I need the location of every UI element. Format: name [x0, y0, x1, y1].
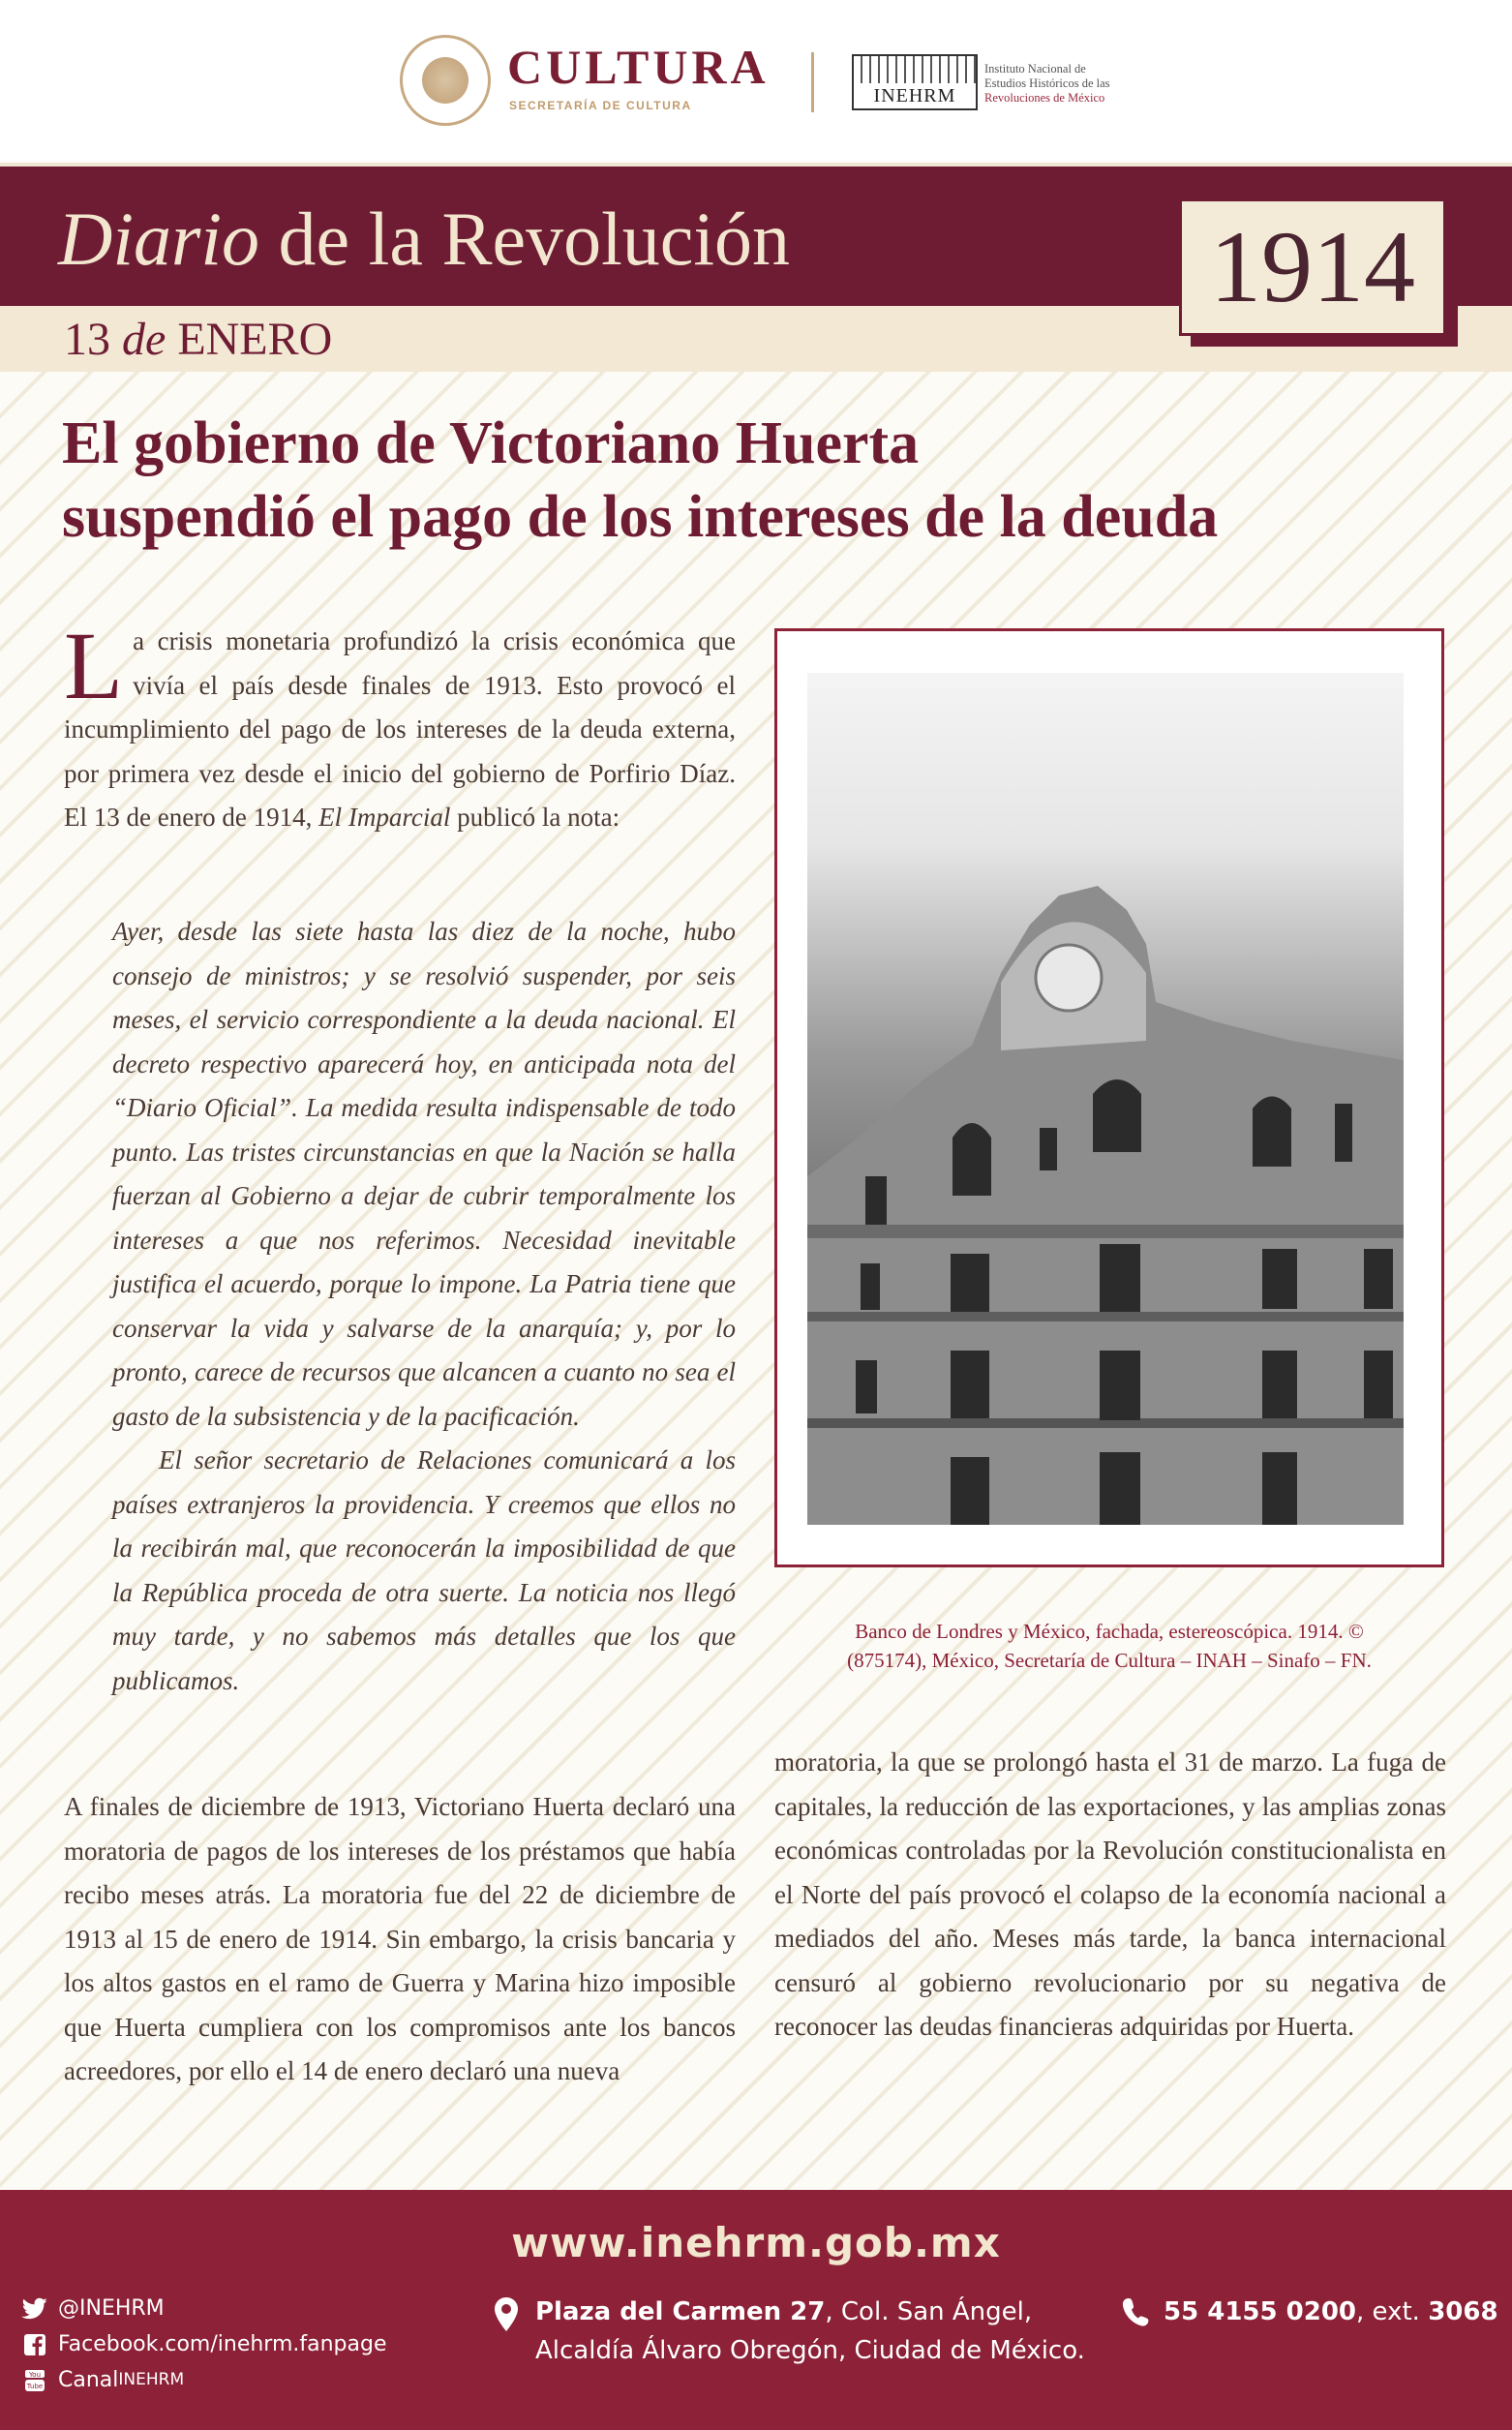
- intro-end: publicó la nota:: [450, 803, 620, 832]
- inehrm-logo: INEHRM: [854, 83, 976, 108]
- facebook-link[interactable]: [21, 2326, 387, 2362]
- year-box: 1914: [1179, 198, 1446, 336]
- body-paragraph-right: moratoria, la que se prolongó hasta el 31 de marzo. La fuga de capitales, la reducción de las exportaciones, y las amplias zonas económicas controladas por la Revolución constitucionalista en el Norte del país provocó el colapso de la economía nacional a mediados del año. Meses más tarde, la banca internacional censuró al gobierno revolucionario por su negativa de reconocer las deudas financieras adquiridas por Huerta.: [774, 1747, 1446, 2041]
- inehrm-desc-line: Revoluciones de México: [984, 91, 1105, 105]
- youtube-prefix: Canal: [58, 2368, 119, 2392]
- cultura-subtitle: SECRETARÍA DE CULTURA: [509, 99, 692, 112]
- date-de: de: [122, 314, 166, 365]
- eagle-seal-icon: [400, 35, 491, 126]
- address-colonia: , Col. San Ángel,: [825, 2297, 1033, 2326]
- photo-caption: [774, 1617, 1444, 1675]
- phone-ext-label: , ext.: [1356, 2297, 1429, 2326]
- address: [535, 2293, 1085, 2370]
- phone-icon: [1121, 2296, 1150, 2329]
- footer: [0, 2190, 1512, 2430]
- youtube-channel: INEHRM: [118, 2370, 185, 2389]
- inehrm-desc-line: Estudios Históricos de las: [984, 76, 1110, 90]
- website-link[interactable]: www.inehrm.gob.mx: [511, 2219, 1001, 2266]
- drop-cap: L: [64, 612, 124, 719]
- inehrm-description: [984, 62, 1149, 106]
- building-photo: [807, 673, 1404, 1525]
- newspaper-name: El Imparcial: [318, 803, 451, 832]
- phone-number[interactable]: [1164, 2293, 1498, 2331]
- address-city: Alcaldía Álvaro Obregón, Ciudad de México.: [535, 2336, 1085, 2365]
- inehrm-desc-line: Instituto Nacional de: [984, 62, 1086, 76]
- youtube-link[interactable]: [21, 2362, 387, 2398]
- cultura-logo: CULTURA: [507, 40, 770, 94]
- title-italic: Diario: [58, 197, 260, 281]
- intro-text: a crisis monetaria profundizó la crisis económica que vivía el país desde finales de 1913. Esto provocó el incumplimiento del pago de los intereses de la deuda externa, por primera vez desde el inicio del gobierno de Porfirio Díaz. El 13 de enero de 1914,: [64, 626, 736, 832]
- caption-line: Banco de Londres y México, fachada, estereoscópica. 1914. ©: [855, 1620, 1364, 1643]
- svg-text:Tube: Tube: [26, 2382, 44, 2390]
- facebook-icon: [21, 2333, 48, 2356]
- quote-paragraph: El señor secretario de Relaciones comunicará a los países extranjeros la providencia. Y creemos que ellos no la recibirán mal, que reconocerán la imposibilidad de que la República proceda de otra suerte. La noticia nos llegó muy tarde, y no sabemos más detalles que los que publicamos.: [112, 1445, 736, 1695]
- title-rest: de la Revolución: [259, 197, 791, 281]
- body-paragraph-left: A finales de diciembre de 1913, Victoriano Huerta declaró una moratoria de pagos de los intereses de los préstamos que había recibo meses atrás. La moratoria fue del 22 de diciembre de 1913 al 15 de enero de 1914. Sin embargo, la crisis bancaria y los altos gastos en el ramo de Guerra y Marina hizo imposible que Huerta cumpliera con los compromisos ante los bancos acreedores, por ello el 14 de enero declaró una nueva: [64, 1792, 736, 2085]
- headline: [62, 407, 1436, 554]
- intro-paragraph: [64, 612, 736, 840]
- youtube-icon: [21, 2369, 48, 2392]
- date-month: ENERO: [177, 314, 333, 365]
- social-links: [21, 2291, 387, 2398]
- facebook-page: Facebook.com/inehrm.fanpage: [58, 2332, 387, 2356]
- headline-line: El gobierno de Victoriano Huerta: [62, 410, 920, 476]
- phone-ext: 3068: [1428, 2297, 1498, 2326]
- map-pin-icon: [493, 2296, 520, 2333]
- twitter-link[interactable]: [21, 2291, 387, 2326]
- date-day: 13: [64, 314, 110, 365]
- twitter-handle: @INEHRM: [58, 2296, 165, 2321]
- quote-paragraph: Ayer, desde las siete hasta las diez de la noche, hubo consejo de ministros; y se resolvió suspender, por seis meses, el servicio correspondiente a la deuda nacional. El decreto respectivo aparecerá hoy, en anticipada nota del “Diario Oficial”. La medida resulta indispensable de todo punto. Las tristes circunstancias en que la Nación se halla fuerzan al Gobierno a dejar de cubrir temporalmente los intereses a que nos referimos. Necesidad inevitable justifica el acuerdo, porque lo impone. La Patria tiene que conservar la vida y salvarse de la anarquía; y, por lo pronto, carece de recursos que alcancen a cuanto no sea el gasto de la subsistencia y de la pacificación.: [112, 917, 736, 1431]
- bank-building-illustration: [807, 857, 1404, 1525]
- twitter-icon: [21, 2297, 48, 2321]
- logo-divider: [811, 52, 814, 112]
- address-street: Plaza del Carmen 27: [535, 2297, 826, 2326]
- logo-band: [0, 0, 1512, 167]
- phone-main: 55 4155 0200: [1164, 2297, 1357, 2326]
- svg-text:You: You: [28, 2370, 42, 2379]
- caption-line: (875174), México, Secretaría de Cultura – INAH – Sinafo – FN.: [847, 1649, 1372, 1672]
- publication-title: [58, 197, 791, 281]
- headline-line: suspendió el pago de los intereses de la deuda: [62, 484, 1219, 550]
- issue-date: [64, 314, 333, 365]
- quote-block: [112, 910, 736, 1703]
